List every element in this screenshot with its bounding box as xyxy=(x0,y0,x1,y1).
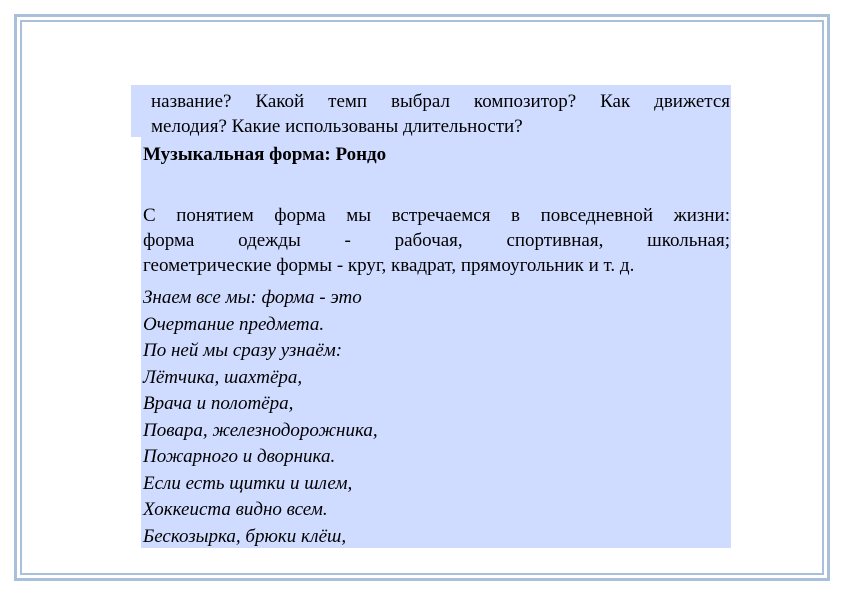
poem-line: Повара, железнодорожника, xyxy=(143,419,378,441)
section-heading: Музыкальная форма: Рондо xyxy=(143,144,387,165)
paragraph-line-3: геометрические формы - круг, квадрат, прямоугольник и т. д. xyxy=(143,255,635,276)
poem-line: Бескозырка, брюки клёш, xyxy=(143,525,347,547)
intro-line-2: мелодия? Какие использованы длительности? xyxy=(151,116,523,137)
poem-line: Знаем все мы: форма - это xyxy=(143,287,362,308)
paragraph-line-1: С понятием форма мы встречаемся в повседневной жизни: xyxy=(143,205,730,226)
poem-line: Если есть щитки и шлем, xyxy=(143,472,353,494)
poem xyxy=(143,285,730,550)
poem-line: Очертание предмета. xyxy=(143,313,325,335)
poem-line: Пожарного и дворника. xyxy=(143,446,336,467)
poem-line: Лётчика, шахтёра, xyxy=(143,366,303,388)
poem-line: Врача и полотёра, xyxy=(143,393,294,414)
poem-line: По ней мы сразу узнаём: xyxy=(143,340,343,361)
paragraph-line-2: форма одежды - рабочая, спортивная, школьная; xyxy=(143,230,730,251)
poem-line: Хоккеиста видно всем. xyxy=(143,499,328,520)
intro-text xyxy=(151,89,730,139)
intro-line-1: название? Какой темп выбрал композитор? Как движется xyxy=(151,91,730,112)
paragraph xyxy=(143,203,730,278)
